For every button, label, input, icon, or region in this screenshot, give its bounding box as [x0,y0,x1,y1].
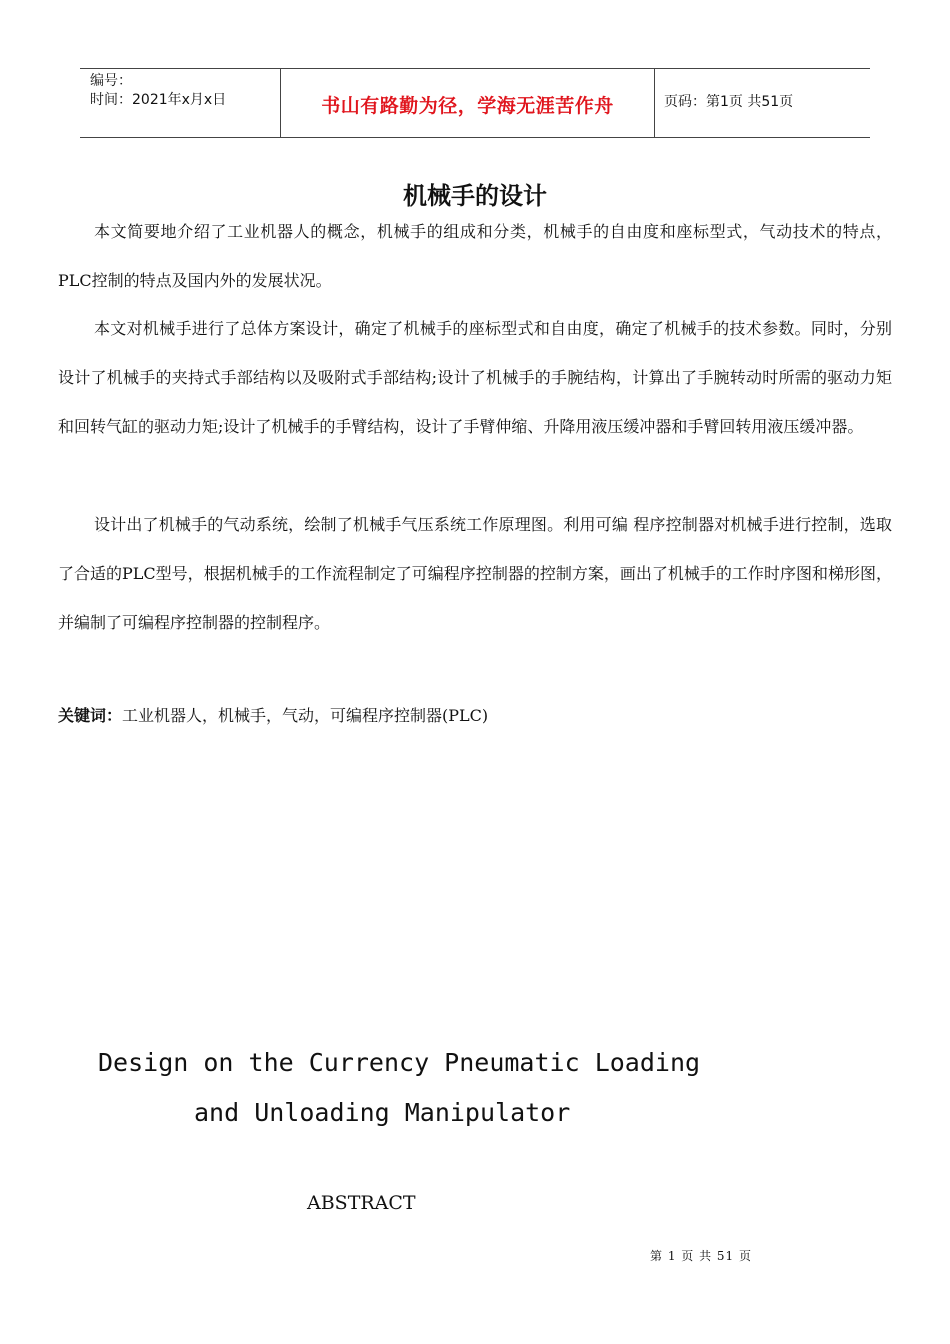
header-page-info: 页码：第1页 共51页 [664,94,794,110]
document-title: 机械手的设计 [403,182,547,210]
document-header [80,68,870,138]
english-title-line-2: and Unloading Manipulator [194,1098,571,1127]
header-page-cell [654,69,870,137]
keywords-label: 关键词： [58,706,123,725]
abstract-heading: ABSTRACT [307,1192,416,1214]
document-date: 时间：2021年x月x日 [90,92,227,108]
english-title [98,1038,700,1138]
abstract-paragraph-3: 设计出了机械手的气动系统，绘制了机械手气压系统工作原理图。利用可编 程序控制器对机械手进行控制，选取了合适的PLC型号，根据机械手的工作流程制定了可编程序控制器的控制方案，画出了机械手的工作时序图和梯形图，并编制了可编程序控制器的控制程序。 [58,515,892,632]
header-motto: 书山有路勤为径，学海无涯苦作舟 [321,95,614,117]
keywords-text: 工业机器人，机械手，气动，可编程序控制器(PLC) [122,706,489,725]
english-title-line-1: Design on the Currency Pneumatic Loading [98,1048,701,1077]
document-id-label: 编号： [90,73,132,89]
header-motto-cell [280,69,655,137]
abstract-paragraph-1: 本文简要地介绍了工业机器人的概念，机械手的组成和分类，机械手的自由度和座标型式，气动技术的特点，PLC控制的特点及国内外的发展状况。 [58,222,892,290]
keywords-line [58,704,488,728]
page-footer: 第 1 页 共 51 页 [650,1249,752,1263]
header-meta-cell [80,69,280,137]
abstract-paragraph-2: 本文对机械手进行了总体方案设计，确定了机械手的座标型式和自由度，确定了机械手的技术参数。同时，分别设计了机械手的夹持式手部结构以及吸附式手部结构;设计了机械手的手腕结构，计算出了手腕转动时所需的驱动力矩和回转气缸的驱动力矩;设计了机械手的手臂结构，设计了手臂伸缩、升降用液压缓冲器和手臂回转用液压缓冲器。 [58,319,892,436]
